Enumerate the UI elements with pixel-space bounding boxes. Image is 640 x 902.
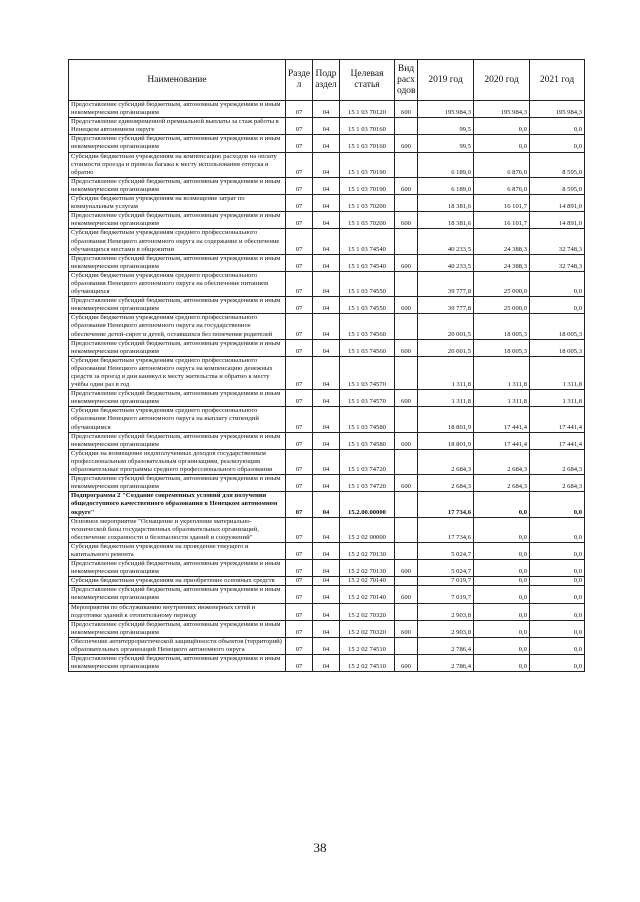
cell-2020: 1 311,8 <box>474 390 530 407</box>
cell-2019: 195 984,3 <box>418 101 474 118</box>
cell-2019: 5 024,7 <box>418 560 474 577</box>
cell-2021: 17 441,4 <box>530 407 585 432</box>
table-row <box>69 432 585 449</box>
cell-2020: 0,0 <box>474 118 530 135</box>
cell-target-article: 15 2 02 70130 <box>340 560 395 577</box>
cell-2020: 1 311,8 <box>474 356 530 389</box>
cell-target-article: 15 1 03 70120 <box>340 101 395 118</box>
cell-name: Предоставление единовременной премиальной выплаты за стаж работы в Ненецком автономном округе <box>69 118 286 135</box>
cell-2019: 18 801,9 <box>418 432 474 449</box>
cell-name: Предоставление субсидий бюджетным, автономным учреждениям и иным некоммерческим организациям <box>69 212 286 229</box>
cell-razdel: 07 <box>286 271 313 296</box>
col-header-target-article: Целевая статья <box>340 60 395 101</box>
cell-podrazdel: 04 <box>313 390 340 407</box>
cell-2019: 6 189,0 <box>418 177 474 194</box>
cell-razdel: 07 <box>286 135 313 152</box>
cell-podrazdel: 04 <box>313 432 340 449</box>
cell-2019: 18 801,9 <box>418 407 474 432</box>
cell-name: Предоставление субсидий бюджетным, автономным учреждениям и иным некоммерческим организациям <box>69 135 286 152</box>
table-row <box>69 254 585 271</box>
cell-podrazdel: 04 <box>313 271 340 296</box>
table-body <box>69 101 585 672</box>
cell-target-article: 15 1 03 70160 <box>340 135 395 152</box>
cell-razdel: 07 <box>286 152 313 177</box>
table-row <box>69 603 585 620</box>
cell-2021: 32 748,3 <box>530 229 585 254</box>
table-row <box>69 135 585 152</box>
cell-name: Субсидии бюджетным учреждениям среднего профессионального образования Ненецкого автономного округа на компенсацию денежных средств за проезд в дни каникул к месту жительства и обратно к месту учёбы один раз в год <box>69 356 286 389</box>
cell-razdel: 07 <box>286 449 313 474</box>
cell-podrazdel: 04 <box>313 655 340 672</box>
cell-expense-type: 600 <box>395 177 418 194</box>
cell-target-article: 15 1 03 70200 <box>340 212 395 229</box>
table-row <box>69 517 585 542</box>
col-header-name: Наименование <box>69 60 286 101</box>
cell-expense-type <box>395 492 418 517</box>
col-header-razdel: Разде л <box>286 60 313 101</box>
cell-2020: 2 684,3 <box>474 449 530 474</box>
cell-target-article: 15 2 02 74510 <box>340 655 395 672</box>
cell-target-article: 15 2 02 74510 <box>340 637 395 654</box>
cell-expense-type <box>395 637 418 654</box>
cell-name: Предоставление субсидий бюджетным, автономным учреждениям и иным некоммерческим организациям <box>69 177 286 194</box>
cell-2020: 24 388,3 <box>474 254 530 271</box>
cell-expense-type <box>395 118 418 135</box>
cell-razdel: 07 <box>286 339 313 356</box>
cell-name: Предоставление субсидий бюджетным, автономным учреждениям и иным некоммерческим организациям <box>69 390 286 407</box>
cell-2019: 6 189,0 <box>418 152 474 177</box>
table-row <box>69 339 585 356</box>
cell-2019: 2 903,8 <box>418 620 474 637</box>
cell-2021: 0,0 <box>530 517 585 542</box>
cell-razdel: 07 <box>286 356 313 389</box>
cell-razdel: 07 <box>286 254 313 271</box>
cell-target-article: 15 1 03 70200 <box>340 195 395 212</box>
cell-expense-type: 600 <box>395 297 418 314</box>
cell-target-article: 15 1 03 70160 <box>340 118 395 135</box>
table-row <box>69 390 585 407</box>
cell-name: Предоставление субсидий бюджетным, автономным учреждениям и иным некоммерческим организациям <box>69 655 286 672</box>
table-row <box>69 407 585 432</box>
cell-2021: 0,0 <box>530 135 585 152</box>
cell-2020: 0,0 <box>474 577 530 586</box>
cell-name: Субсидии бюджетным учреждениям на компенсацию расходов на оплату стоимости проезда и провоза багажа к месту использования отпуска и обратно <box>69 152 286 177</box>
cell-podrazdel: 04 <box>313 297 340 314</box>
table-row <box>69 620 585 637</box>
table-row <box>69 449 585 474</box>
cell-2020: 6 876,0 <box>474 177 530 194</box>
cell-2020: 24 388,3 <box>474 229 530 254</box>
cell-razdel: 07 <box>286 620 313 637</box>
cell-2020: 0,0 <box>474 135 530 152</box>
cell-razdel: 07 <box>286 314 313 339</box>
cell-podrazdel: 04 <box>313 637 340 654</box>
cell-2020: 25 000,0 <box>474 271 530 296</box>
cell-2021: 8 595,0 <box>530 177 585 194</box>
cell-razdel: 07 <box>286 297 313 314</box>
cell-name: Субсидии бюджетным учреждениям среднего профессионального образования Ненецкого автономного округа на содержание и обеспечение обучающихся местами в общежитии <box>69 229 286 254</box>
cell-target-article: 15 1 03 74540 <box>340 254 395 271</box>
cell-2021: 0,0 <box>530 492 585 517</box>
cell-2021: 14 891,0 <box>530 195 585 212</box>
table-row <box>69 152 585 177</box>
cell-2021: 2 684,3 <box>530 475 585 492</box>
cell-razdel: 07 <box>286 517 313 542</box>
cell-2020: 2 684,3 <box>474 475 530 492</box>
cell-2020: 16 101,7 <box>474 212 530 229</box>
cell-2019: 20 001,5 <box>418 339 474 356</box>
table-row <box>69 655 585 672</box>
cell-podrazdel: 04 <box>313 177 340 194</box>
cell-2021: 1 311,8 <box>530 390 585 407</box>
col-header-2021: 2021 год <box>530 60 585 101</box>
table-row <box>69 229 585 254</box>
cell-name: Субсидии бюджетным учреждениям на возмещение затрат по коммунальным услугам <box>69 195 286 212</box>
table-row <box>69 118 585 135</box>
cell-2021: 18 005,3 <box>530 339 585 356</box>
cell-name: Обеспечение антитеррористической защищённости объектов (территорий) образовательных организаций Ненецкого автономного округа <box>69 637 286 654</box>
cell-podrazdel: 04 <box>313 577 340 586</box>
cell-2019: 99,5 <box>418 135 474 152</box>
cell-expense-type: 600 <box>395 135 418 152</box>
cell-name: Субсидии бюджетным учреждениям среднего профессионального образования Ненецкого автономного округа на обеспечение питанием обучающихся <box>69 271 286 296</box>
cell-podrazdel: 04 <box>313 135 340 152</box>
cell-razdel: 07 <box>286 603 313 620</box>
cell-podrazdel: 04 <box>313 620 340 637</box>
cell-2019: 7 019,7 <box>418 586 474 603</box>
cell-razdel: 07 <box>286 475 313 492</box>
cell-2019: 17 734,6 <box>418 517 474 542</box>
cell-expense-type: 600 <box>395 390 418 407</box>
cell-expense-type <box>395 229 418 254</box>
cell-podrazdel: 04 <box>313 449 340 474</box>
cell-2021: 0,0 <box>530 118 585 135</box>
cell-expense-type <box>395 271 418 296</box>
cell-2021: 0,0 <box>530 542 585 559</box>
cell-2021: 0,0 <box>530 297 585 314</box>
col-header-podrazdel: Подр аздел <box>313 60 340 101</box>
cell-expense-type <box>395 542 418 559</box>
table-row <box>69 271 585 296</box>
cell-2019: 99,5 <box>418 118 474 135</box>
cell-razdel: 07 <box>286 492 313 517</box>
table-row <box>69 637 585 654</box>
cell-podrazdel: 04 <box>313 195 340 212</box>
cell-podrazdel: 04 <box>313 603 340 620</box>
cell-2020: 0,0 <box>474 655 530 672</box>
cell-2019: 2 786,4 <box>418 637 474 654</box>
cell-expense-type <box>395 603 418 620</box>
cell-2020: 0,0 <box>474 517 530 542</box>
col-header-2019: 2019 год <box>418 60 474 101</box>
cell-podrazdel: 04 <box>313 542 340 559</box>
cell-expense-type: 600 <box>395 432 418 449</box>
cell-podrazdel: 04 <box>313 407 340 432</box>
cell-2019: 39 777,8 <box>418 297 474 314</box>
table-row <box>69 577 585 586</box>
cell-2020: 0,0 <box>474 586 530 603</box>
cell-podrazdel: 04 <box>313 586 340 603</box>
cell-name: Предоставление субсидий бюджетным, автономным учреждениям и иным некоммерческим организациям <box>69 101 286 118</box>
cell-name: Предоставление субсидий бюджетным, автономным учреждениям и иным некоммерческим организациям <box>69 254 286 271</box>
cell-2019: 2 684,3 <box>418 475 474 492</box>
cell-razdel: 07 <box>286 560 313 577</box>
cell-razdel: 07 <box>286 655 313 672</box>
cell-2019: 1 311,8 <box>418 356 474 389</box>
cell-podrazdel: 04 <box>313 101 340 118</box>
cell-2020: 17 441,4 <box>474 432 530 449</box>
cell-podrazdel: 04 <box>313 118 340 135</box>
cell-2021: 0,0 <box>530 271 585 296</box>
cell-name: Предоставление субсидий бюджетным, автономным учреждениям и иным некоммерческим организациям <box>69 339 286 356</box>
cell-2020: 18 005,3 <box>474 314 530 339</box>
table-row <box>69 560 585 577</box>
cell-2019: 18 381,6 <box>418 195 474 212</box>
cell-2019: 17 734,6 <box>418 492 474 517</box>
table-row <box>69 356 585 389</box>
cell-razdel: 07 <box>286 390 313 407</box>
cell-2020: 16 101,7 <box>474 195 530 212</box>
budget-table-sheet <box>68 59 584 672</box>
cell-2021: 2 684,3 <box>530 449 585 474</box>
cell-expense-type <box>395 356 418 389</box>
cell-razdel: 07 <box>286 407 313 432</box>
cell-target-article: 15 1 03 74560 <box>340 339 395 356</box>
cell-target-article: 15 1 03 74560 <box>340 314 395 339</box>
cell-target-article: 15 1 03 70190 <box>340 177 395 194</box>
cell-expense-type: 600 <box>395 620 418 637</box>
cell-name: Предоставление субсидий бюджетным, автономным учреждениям и иным некоммерческим организациям <box>69 620 286 637</box>
cell-target-article: 15 1 03 74570 <box>340 390 395 407</box>
cell-podrazdel: 04 <box>313 560 340 577</box>
table-row <box>69 542 585 559</box>
cell-2019: 2 684,3 <box>418 449 474 474</box>
cell-razdel: 07 <box>286 577 313 586</box>
cell-target-article: 15 1 03 74550 <box>340 271 395 296</box>
cell-name: Субсидии бюджетным учреждениям среднего профессионального образования Ненецкого автономного округа на государственное обеспечение детей-сирот и детей, оставшихся без попечения родителей <box>69 314 286 339</box>
cell-2020: 25 000,0 <box>474 297 530 314</box>
table-row <box>69 314 585 339</box>
table-row <box>69 475 585 492</box>
cell-expense-type <box>395 577 418 586</box>
cell-2021: 17 441,4 <box>530 432 585 449</box>
cell-2020: 18 005,3 <box>474 339 530 356</box>
cell-podrazdel: 04 <box>313 254 340 271</box>
table-row <box>69 195 585 212</box>
cell-razdel: 07 <box>286 637 313 654</box>
cell-podrazdel: 04 <box>313 229 340 254</box>
cell-podrazdel: 04 <box>313 212 340 229</box>
cell-2021: 195 984,3 <box>530 101 585 118</box>
cell-podrazdel: 04 <box>313 517 340 542</box>
cell-2020: 0,0 <box>474 620 530 637</box>
cell-target-article: 15 2 02 70130 <box>340 542 395 559</box>
cell-podrazdel: 04 <box>313 339 340 356</box>
cell-name: Субсидии бюджетным учреждениям среднего профессионального образования Ненецкого автономного округа на выплату стипендий обучающимся <box>69 407 286 432</box>
cell-razdel: 07 <box>286 101 313 118</box>
table-row <box>69 492 585 517</box>
cell-podrazdel: 04 <box>313 475 340 492</box>
cell-2021: 1 311,8 <box>530 356 585 389</box>
cell-2019: 5 024,7 <box>418 542 474 559</box>
cell-2020: 195 984,3 <box>474 101 530 118</box>
cell-2021: 0,0 <box>530 577 585 586</box>
cell-2021: 0,0 <box>530 586 585 603</box>
cell-target-article: 15 2 02 70140 <box>340 586 395 603</box>
cell-expense-type: 600 <box>395 655 418 672</box>
cell-target-article: 15 1 03 74550 <box>340 297 395 314</box>
cell-expense-type <box>395 152 418 177</box>
cell-name: Субсидии бюджетным учреждениям на проведение текущего и капитального ремонта <box>69 542 286 559</box>
table-header-row <box>69 60 585 101</box>
table-row <box>69 177 585 194</box>
cell-target-article: 15 2 02 00000 <box>340 517 395 542</box>
cell-target-article: 15.2.00.00000 <box>340 492 395 517</box>
cell-name: Предоставление субсидий бюджетным, автономным учреждениям и иным некоммерческим организациям <box>69 475 286 492</box>
cell-name: Подпрограмма 2 "Создание современных условий для получения общедоступного качественного образования в Ненецком автономном округе" <box>69 492 286 517</box>
cell-target-article: 15 1 03 74580 <box>340 407 395 432</box>
cell-expense-type <box>395 517 418 542</box>
cell-2019: 1 311,8 <box>418 390 474 407</box>
cell-expense-type <box>395 195 418 212</box>
cell-razdel: 07 <box>286 118 313 135</box>
cell-razdel: 07 <box>286 195 313 212</box>
cell-razdel: 07 <box>286 212 313 229</box>
cell-2020: 0,0 <box>474 560 530 577</box>
cell-2021: 18 005,3 <box>530 314 585 339</box>
cell-2019: 18 381,6 <box>418 212 474 229</box>
cell-expense-type <box>395 314 418 339</box>
cell-expense-type <box>395 407 418 432</box>
cell-expense-type: 600 <box>395 101 418 118</box>
cell-2021: 0,0 <box>530 637 585 654</box>
cell-podrazdel: 04 <box>313 492 340 517</box>
cell-2019: 20 001,5 <box>418 314 474 339</box>
cell-name: Основное мероприятие "Оснащение и укрепление материально-технической базы государственных образовательных организаций, обеспечение сохранности и безопасности зданий и сооружений" <box>69 517 286 542</box>
cell-2021: 32 748,3 <box>530 254 585 271</box>
cell-name: Предоставление субсидий бюджетным, автономным учреждениям и иным некоммерческим организациям <box>69 432 286 449</box>
page-number: 38 <box>313 840 327 855</box>
cell-target-article: 15 1 03 74570 <box>340 356 395 389</box>
table-row <box>69 212 585 229</box>
cell-podrazdel: 04 <box>313 314 340 339</box>
cell-target-article: 15 1 03 74580 <box>340 432 395 449</box>
cell-2019: 40 233,5 <box>418 229 474 254</box>
cell-expense-type: 600 <box>395 212 418 229</box>
cell-target-article: 15 1 03 74540 <box>340 229 395 254</box>
cell-expense-type: 600 <box>395 339 418 356</box>
cell-podrazdel: 04 <box>313 356 340 389</box>
cell-target-article: 15 2 02 70320 <box>340 620 395 637</box>
cell-2019: 2 903,8 <box>418 603 474 620</box>
cell-2021: 8 595,0 <box>530 152 585 177</box>
cell-expense-type: 600 <box>395 586 418 603</box>
cell-target-article: 15 2 02 70140 <box>340 577 395 586</box>
cell-2019: 7 019,7 <box>418 577 474 586</box>
cell-name: Предоставление субсидий бюджетным, автономным учреждениям и иным некоммерческим организациям <box>69 560 286 577</box>
cell-name: Субсидии на возмещение недополученных доходов государственным профессиональным образовательным организациям, реализующим образовательные программы среднего профессионального образования <box>69 449 286 474</box>
cell-2019: 2 786,4 <box>418 655 474 672</box>
table-row <box>69 586 585 603</box>
cell-2020: 6 876,0 <box>474 152 530 177</box>
cell-expense-type <box>395 449 418 474</box>
cell-expense-type: 600 <box>395 254 418 271</box>
cell-name: Субсидии бюджетным учреждениям на приобретение основных средств <box>69 577 286 586</box>
cell-razdel: 07 <box>286 432 313 449</box>
cell-name: Мероприятия по обслуживанию внутренних инженерных сетей и подготовке зданий к отопительному периоду <box>69 603 286 620</box>
cell-expense-type: 600 <box>395 560 418 577</box>
cell-name: Предоставление субсидий бюджетным, автономным учреждениям и иным некоммерческим организациям <box>69 586 286 603</box>
cell-2021: 0,0 <box>530 560 585 577</box>
cell-name: Предоставление субсидий бюджетным, автономным учреждениям и иным некоммерческим организациям <box>69 297 286 314</box>
cell-target-article: 15 2 02 70320 <box>340 603 395 620</box>
cell-2021: 0,0 <box>530 655 585 672</box>
cell-2020: 0,0 <box>474 603 530 620</box>
cell-2020: 17 441,4 <box>474 407 530 432</box>
cell-2021: 0,0 <box>530 620 585 637</box>
cell-podrazdel: 04 <box>313 152 340 177</box>
col-header-2020: 2020 год <box>474 60 530 101</box>
cell-target-article: 15 1 03 74720 <box>340 449 395 474</box>
cell-2019: 40 233,5 <box>418 254 474 271</box>
cell-2020: 0,0 <box>474 492 530 517</box>
cell-razdel: 07 <box>286 229 313 254</box>
cell-target-article: 15 1 03 74720 <box>340 475 395 492</box>
col-header-expense-type: Вид расх одов <box>395 60 418 101</box>
cell-expense-type: 600 <box>395 475 418 492</box>
cell-razdel: 07 <box>286 542 313 559</box>
budget-table <box>68 59 585 672</box>
cell-razdel: 07 <box>286 177 313 194</box>
table-row <box>69 297 585 314</box>
cell-2020: 0,0 <box>474 542 530 559</box>
cell-target-article: 15 1 03 70190 <box>340 152 395 177</box>
cell-2019: 39 777,8 <box>418 271 474 296</box>
cell-2020: 0,0 <box>474 637 530 654</box>
cell-2021: 0,0 <box>530 603 585 620</box>
cell-razdel: 07 <box>286 586 313 603</box>
cell-2021: 14 891,0 <box>530 212 585 229</box>
table-row <box>69 101 585 118</box>
